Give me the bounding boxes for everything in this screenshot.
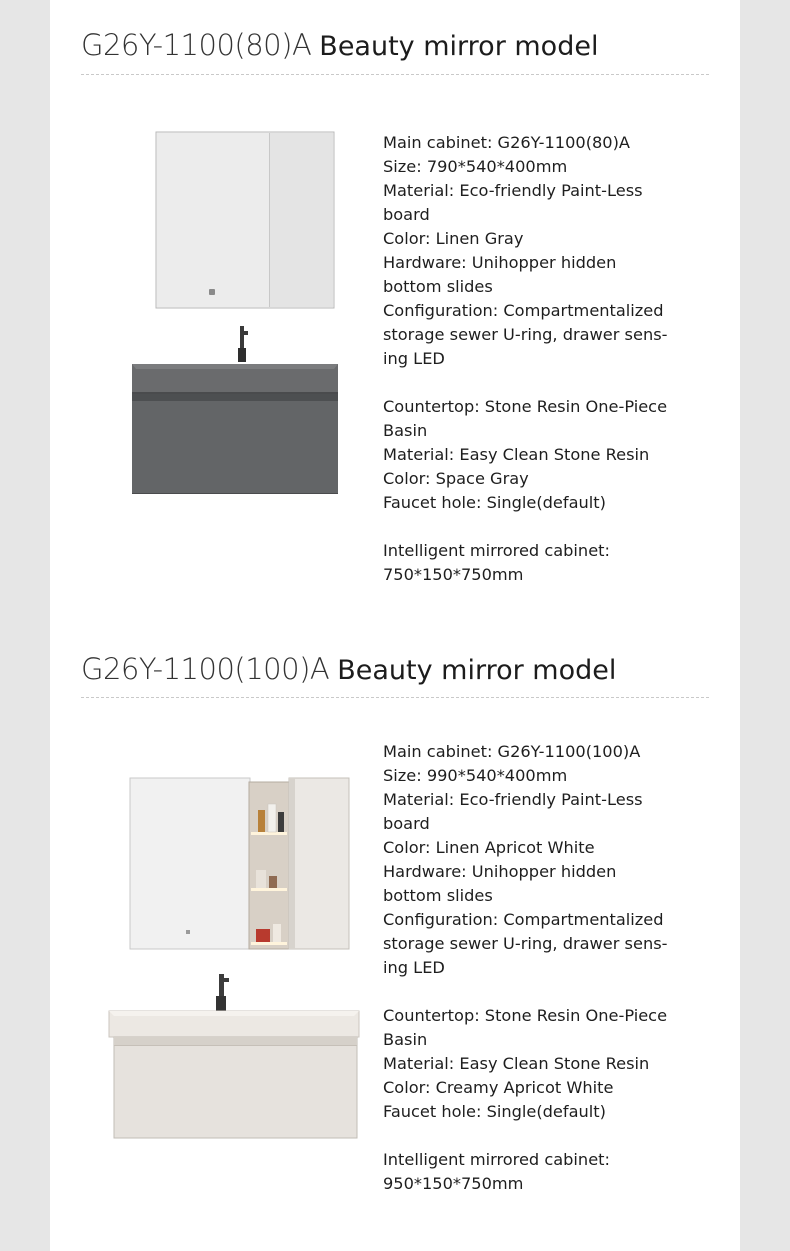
mirror-cabinet: [156, 132, 334, 308]
spec-line: storage sewer U-ring, drawer sens-: [383, 934, 668, 953]
spec-line: Faucet hole: Single(default): [383, 493, 606, 512]
spec-line: Size: 790*540*400mm: [383, 157, 568, 176]
spec-line: board: [383, 814, 430, 833]
section-title: Beauty mirror model: [319, 31, 599, 62]
spec-line: Size: 990*540*400mm: [383, 766, 568, 785]
spec-line: Material: Eco-friendly Paint-Less: [383, 181, 643, 200]
spec-line: Configuration: Compartmentalized: [383, 301, 664, 320]
spec-line: Material: Easy Clean Stone Resin: [383, 1054, 650, 1073]
section-heading: [81, 652, 617, 686]
spec-line: Main cabinet: G26Y-1100(100)A: [383, 742, 641, 761]
vanity-illustration-white: [108, 772, 362, 1142]
spec-line: 950*150*750mm: [383, 1174, 524, 1193]
spec-line: bottom slides: [383, 277, 493, 296]
spec-line: Intelligent mirrored cabinet:: [383, 541, 610, 560]
section-title: Beauty mirror model: [337, 655, 617, 686]
spec-gap: [383, 371, 713, 395]
spec-line: Color: Linen Gray: [383, 229, 524, 248]
spec-gap: [383, 980, 713, 1004]
spec-line: Color: Linen Apricot White: [383, 838, 595, 857]
spec-line: board: [383, 205, 430, 224]
spec-list: [383, 740, 713, 1196]
spec-gap: [383, 1124, 713, 1148]
spec-line: Hardware: Unihopper hidden: [383, 253, 617, 272]
spec-line: Countertop: Stone Resin One-Piece: [383, 1006, 668, 1025]
spec-line: Faucet hole: Single(default): [383, 1102, 606, 1121]
basin: [109, 1011, 359, 1037]
spec-gap: [383, 515, 713, 539]
drawer-cabinet: [132, 394, 338, 494]
basin: [132, 364, 338, 394]
spec-line: Main cabinet: G26Y-1100(80)A: [383, 133, 630, 152]
model-number: G26Y-1100(100)A: [81, 652, 330, 686]
spec-line: Color: Space Gray: [383, 469, 529, 488]
model-number: G26Y-1100(80)A: [81, 28, 312, 62]
spec-line: 750*150*750mm: [383, 565, 524, 584]
spec-line: ing LED: [383, 349, 445, 368]
spec-line: storage sewer U-ring, drawer sens-: [383, 325, 668, 344]
spec-line: Intelligent mirrored cabinet:: [383, 1150, 610, 1169]
spec-line: Material: Easy Clean Stone Resin: [383, 445, 650, 464]
drawer-cabinet: [114, 1037, 357, 1138]
spec-line: Hardware: Unihopper hidden: [383, 862, 617, 881]
vanity-illustration-gray: [130, 126, 342, 498]
spec-line: Color: Creamy Apricot White: [383, 1078, 614, 1097]
touch-sensor-icon: [186, 930, 190, 934]
product-page: [50, 0, 740, 1251]
spec-line: Countertop: Stone Resin One-Piece: [383, 397, 668, 416]
touch-sensor-icon: [209, 289, 215, 295]
faucet-icon: [216, 974, 229, 1012]
spec-line: Configuration: Compartmentalized: [383, 910, 664, 929]
spec-line: Basin: [383, 1030, 428, 1049]
dashed-divider: [81, 74, 709, 75]
spec-line: Basin: [383, 421, 428, 440]
section-heading: [81, 28, 599, 62]
spec-line: bottom slides: [383, 886, 493, 905]
faucet-icon: [238, 326, 248, 362]
spec-line: ing LED: [383, 958, 445, 977]
mirror-cabinet: [130, 778, 349, 949]
spec-line: Material: Eco-friendly Paint-Less: [383, 790, 643, 809]
dashed-divider: [81, 697, 709, 698]
spec-list: [383, 131, 713, 587]
